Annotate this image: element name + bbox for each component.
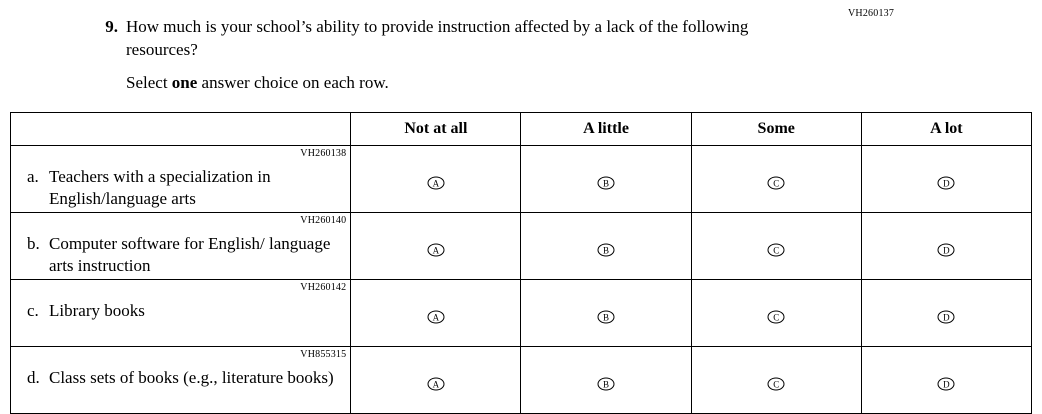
item-id-top: VH260137 [848,8,895,19]
row-text: Class sets of books (e.g., literature books) [49,368,334,387]
directions [126,72,389,95]
matrix-header-a-little: A little [521,113,691,146]
option-d-row-b[interactable] [861,213,1031,280]
radio-bubble[interactable]: B [598,378,615,391]
radio-bubble[interactable]: C [768,244,785,257]
table-row [11,347,1032,414]
row-letter: a. [27,167,39,186]
option-b-row-a[interactable] [521,146,691,213]
radio-bubble[interactable]: B [598,177,615,190]
row-item-id: VH260138 [300,148,347,159]
row-text: Computer software for English/ language arts instruction [49,234,331,276]
matrix-header-some: Some [691,113,861,146]
option-d-row-c[interactable] [861,280,1031,347]
radio-bubble[interactable]: C [768,177,785,190]
row-letter: c. [27,301,39,320]
option-d-row-d[interactable] [861,347,1031,414]
option-a-row-b[interactable] [351,213,521,280]
option-a-row-a[interactable] [351,146,521,213]
row-text: Teachers with a specialization in English/language arts [49,167,271,209]
row-stem-d [11,347,351,414]
directions-emphasis: one [171,73,198,92]
row-stem-b [11,213,351,280]
option-d-row-a[interactable] [861,146,1031,213]
row-stem-a [11,146,351,213]
table-row [11,146,1032,213]
radio-bubble[interactable]: B [598,244,615,257]
row-item-id: VH260140 [300,215,347,226]
question-number: 9. [105,17,118,36]
option-b-row-b[interactable] [521,213,691,280]
option-c-row-b[interactable] [691,213,861,280]
radio-bubble[interactable]: D [938,244,955,257]
question-text: How much is your school’s ability to provide instruction affected by a lack of the following resources? [126,17,749,59]
radio-bubble[interactable]: A [427,378,444,391]
radio-bubble[interactable]: A [427,177,444,190]
option-c-row-a[interactable] [691,146,861,213]
row-stem-c [11,280,351,347]
row-letter: d. [27,368,40,387]
matrix-header-row [11,113,1032,146]
matrix-header-blank [11,113,351,146]
row-item-id: VH855315 [300,349,347,360]
radio-bubble[interactable]: C [768,311,785,324]
matrix-header-a-lot: A lot [861,113,1031,146]
radio-bubble[interactable]: D [938,378,955,391]
radio-bubble[interactable]: D [938,311,955,324]
option-c-row-d[interactable] [691,347,861,414]
radio-bubble[interactable]: D [938,177,955,190]
row-item-id: VH260142 [300,282,347,293]
response-matrix [10,112,1032,414]
option-a-row-c[interactable] [351,280,521,347]
radio-bubble[interactable]: B [598,311,615,324]
table-row [11,280,1032,347]
radio-bubble[interactable]: A [427,311,444,324]
table-row [11,213,1032,280]
matrix-header-not-at-all: Not at all [351,113,521,146]
directions-post: answer choice on each row. [197,73,389,92]
row-text: Library books [49,301,145,320]
radio-bubble[interactable]: C [768,378,785,391]
option-a-row-d[interactable] [351,347,521,414]
option-c-row-c[interactable] [691,280,861,347]
row-letter: b. [27,234,40,253]
radio-bubble[interactable]: A [427,244,444,257]
option-b-row-c[interactable] [521,280,691,347]
directions-pre: Select [126,73,172,92]
option-b-row-d[interactable] [521,347,691,414]
question-stem [96,16,796,62]
